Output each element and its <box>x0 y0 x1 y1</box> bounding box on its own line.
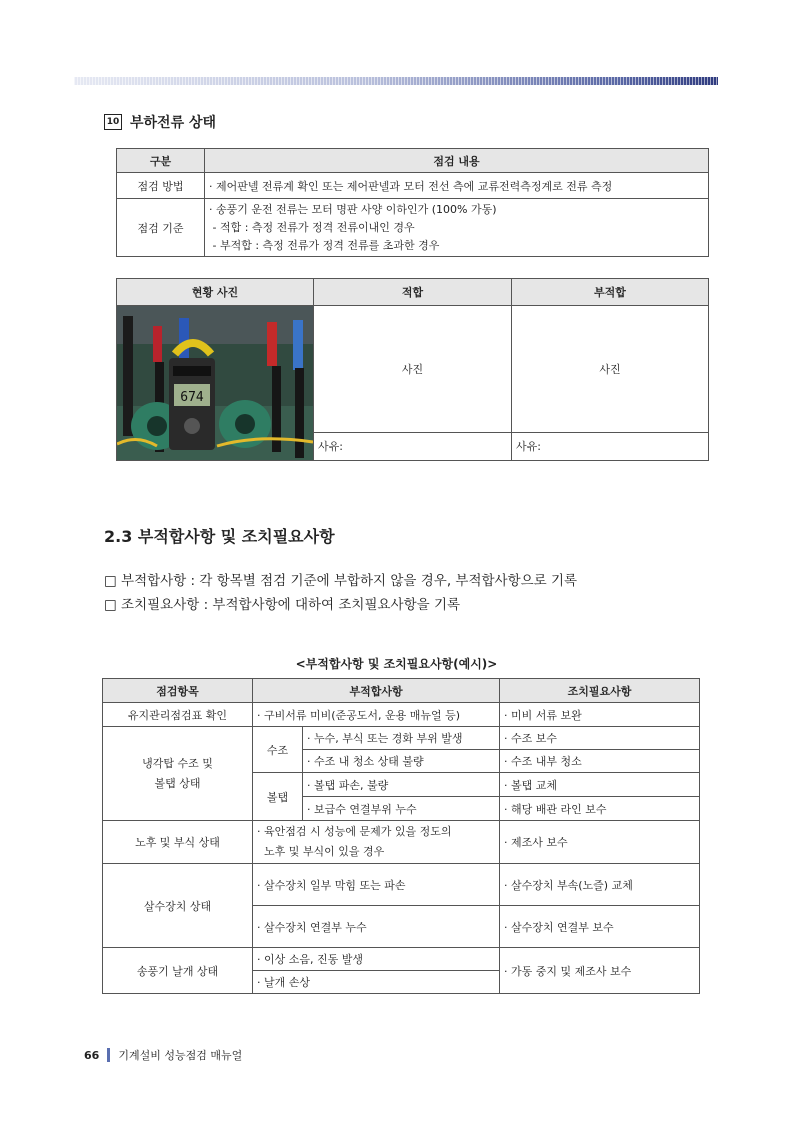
bullet-nonconformity: □ 부적합사항 : 각 항목별 점검 기준에 부합하지 않을 경우, 부적합사항으로 기록 <box>104 573 578 589</box>
header-category: 구분 <box>117 149 205 173</box>
action-stop-and-repair: · 가동 중지 및 제조사 보수 <box>500 948 700 994</box>
page-footer <box>84 1047 242 1063</box>
sub-item-ball-tap: 볼탭 <box>253 773 303 821</box>
issue-missing-docs: · 구비서류 미비(준공도서, 운용 매뉴얼 등) <box>253 703 500 727</box>
action-nozzle-replace: · 살수장치 부속(노즐) 교체 <box>500 864 700 906</box>
action-sprinkler-repair: · 살수장치 연결부 보수 <box>500 906 700 948</box>
table-caption: <부적합사항 및 조치필요사항(예시)> <box>295 657 498 671</box>
header-nonconformity: 부적합사항 <box>253 679 500 703</box>
action-manufacturer-repair: · 제조사 보수 <box>500 821 700 864</box>
row-label-method: 점검 방법 <box>117 173 205 199</box>
unsuitable-photo-cell: 사진 <box>512 306 709 433</box>
unsuitable-reason: 사유: <box>512 432 709 460</box>
photo-table <box>116 278 709 461</box>
clamp-meter-photo <box>117 306 314 460</box>
row-content-method: · 제어판넬 전류계 확인 또는 제어판넬과 모터 전선 측에 교류전력측정계로 전류 측정 <box>205 173 709 199</box>
current-status-photo <box>117 306 314 461</box>
header-content: 점검 내용 <box>205 149 709 173</box>
action-tank-repair: · 수조 보수 <box>500 727 700 750</box>
action-pipe-repair: · 해당 배관 라인 보수 <box>500 797 700 821</box>
action-tank-cleaning: · 수조 내부 청소 <box>500 750 700 773</box>
section-number: 10 <box>104 114 122 130</box>
header-item: 점검항목 <box>103 679 253 703</box>
header-suitable: 적합 <box>314 279 512 306</box>
header-action: 조치필요사항 <box>500 679 700 703</box>
section-title: 부하전류 상태 <box>130 115 217 131</box>
suitable-reason: 사유: <box>314 432 512 460</box>
row-content-criteria <box>205 199 709 257</box>
section-heading <box>104 112 216 132</box>
issue-fan-noise: · 이상 소음, 진동 발생 <box>253 948 500 971</box>
criteria-line: · 송풍기 운전 전류는 모터 명판 사양 이하인가 (100% 가동) <box>209 202 497 216</box>
header-decoration-bar <box>74 77 718 85</box>
nonconformity-table <box>102 678 700 994</box>
action-ball-tap-replace: · 볼탭 교체 <box>500 773 700 797</box>
item-maintenance-check: 유지관리점검표 확인 <box>103 703 253 727</box>
footer-divider <box>107 1048 110 1062</box>
issue-supply-leak: · 보급수 연결부위 누수 <box>303 797 500 821</box>
sub-item-tank: 수조 <box>253 727 303 773</box>
criteria-line: - 부적합 : 측정 전류가 정격 전류를 초과한 경우 <box>209 238 440 252</box>
suitable-photo-cell: 사진 <box>314 306 512 433</box>
issue-aging-corrosion: · 육안점검 시 성능에 문제가 있을 정도의 노후 및 부식이 있을 경우 <box>253 821 500 864</box>
header-unsuitable: 부적합 <box>512 279 709 306</box>
criteria-line: - 적합 : 측정 전류가 정격 전류이내인 경우 <box>209 220 415 234</box>
issue-blade-damage: · 날개 손상 <box>253 971 500 994</box>
item-cooling-tower: 냉각탑 수조 및 볼탭 상태 <box>103 727 253 821</box>
page-number: 66 <box>84 1048 100 1062</box>
item-fan-blade: 송풍기 날개 상태 <box>103 948 253 994</box>
issue-ball-tap-broken: · 볼탭 파손, 불량 <box>303 773 500 797</box>
issue-sprinkler-clog: · 살수장치 일부 막힘 또는 파손 <box>253 864 500 906</box>
section-2-3-heading: 2.3 부적합사항 및 조치필요사항 <box>104 527 335 546</box>
issue-tank-leak: · 누수, 부식 또는 경화 부위 발생 <box>303 727 500 750</box>
bullet-action-required: □ 조치필요사항 : 부적합사항에 대하여 조치필요사항을 기록 <box>104 597 461 613</box>
manual-title: 기계설비 성능점검 매뉴얼 <box>118 1049 243 1062</box>
action-complete-docs: · 미비 서류 보완 <box>500 703 700 727</box>
header-photo: 현황 사진 <box>117 279 314 306</box>
issue-sprinkler-leak: · 살수장치 연결부 누수 <box>253 906 500 948</box>
meter-reading: 674 <box>180 390 204 405</box>
inspection-method-table <box>116 148 709 257</box>
item-sprinkler: 살수장치 상태 <box>103 864 253 948</box>
row-label-criteria: 점검 기준 <box>117 199 205 257</box>
issue-tank-cleaning: · 수조 내 청소 상태 불량 <box>303 750 500 773</box>
item-aging-corrosion: 노후 및 부식 상태 <box>103 821 253 864</box>
